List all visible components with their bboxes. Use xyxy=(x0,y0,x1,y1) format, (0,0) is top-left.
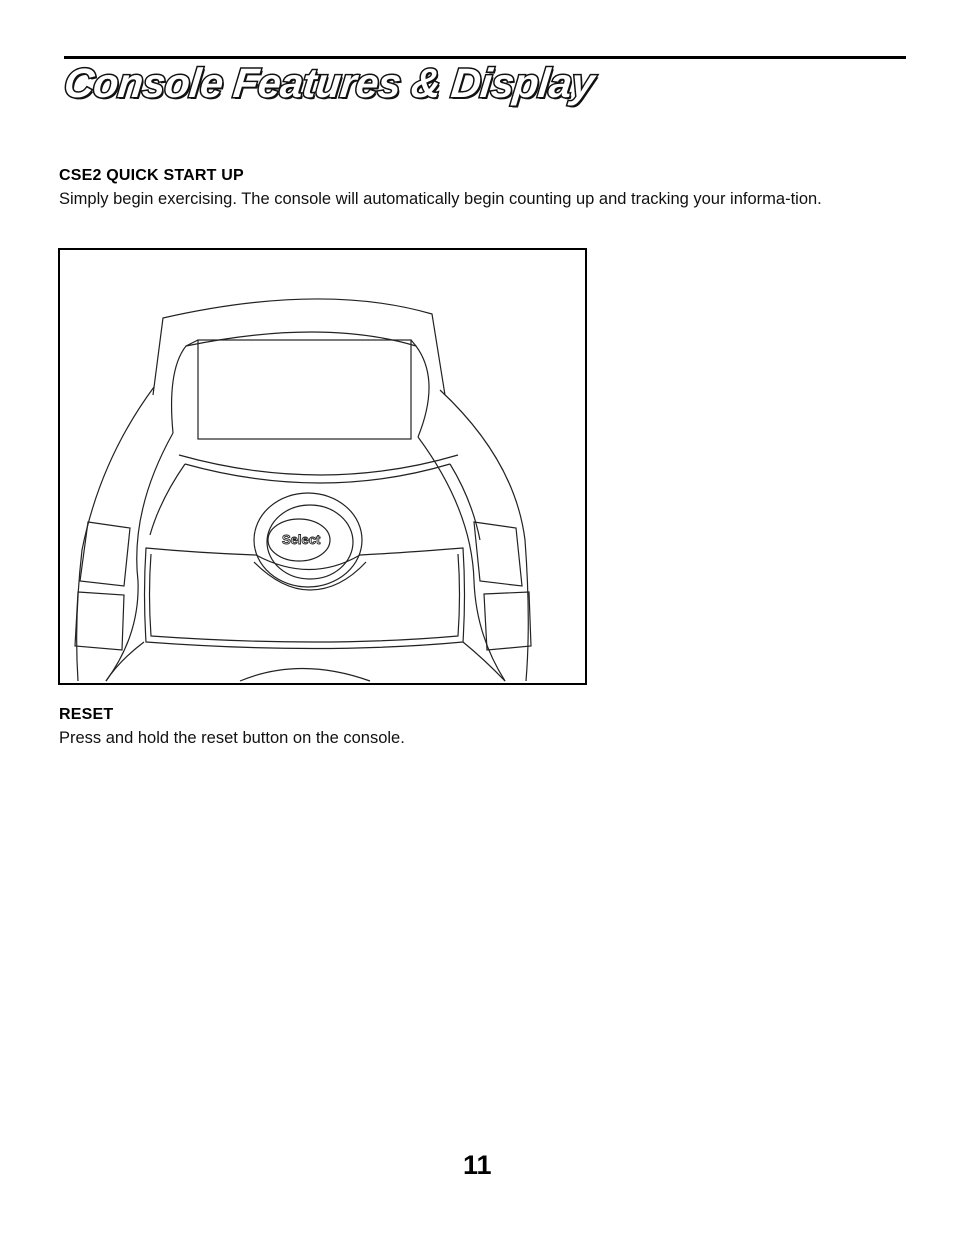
right-upper-key xyxy=(474,522,522,586)
upper-bowl-rim-inner xyxy=(179,455,458,475)
select-button-bottom-swoop xyxy=(254,562,366,590)
left-lower-key xyxy=(75,592,124,650)
console-hood-inner xyxy=(172,332,429,437)
left-outer-arm xyxy=(77,387,154,681)
page-number: 11 xyxy=(463,1150,492,1180)
right-lower-key xyxy=(484,592,531,650)
center-panel-inner xyxy=(150,554,460,642)
left-upper-key xyxy=(80,522,130,586)
page-title: Console Features & Display xyxy=(62,60,597,106)
quick-start-heading: CSE2 QUICK START UP xyxy=(59,167,244,184)
left-inner-arm xyxy=(106,433,173,681)
bottom-right-edge xyxy=(463,642,505,681)
quick-start-text: Simply begin exercising. The console will automatically begin counting up and tracking your informa-tion. xyxy=(59,190,822,208)
bottom-center-dome xyxy=(240,669,370,682)
reset-heading: RESET xyxy=(59,706,114,723)
lcd-display-window xyxy=(198,340,411,439)
center-panel xyxy=(145,548,465,649)
bowl-left-edge xyxy=(150,464,185,535)
top-rule xyxy=(64,56,906,59)
select-button-label: Select xyxy=(282,532,321,547)
console-hood xyxy=(153,299,445,395)
reset-text: Press and hold the reset button on the console. xyxy=(59,729,405,747)
console-diagram xyxy=(58,248,587,685)
